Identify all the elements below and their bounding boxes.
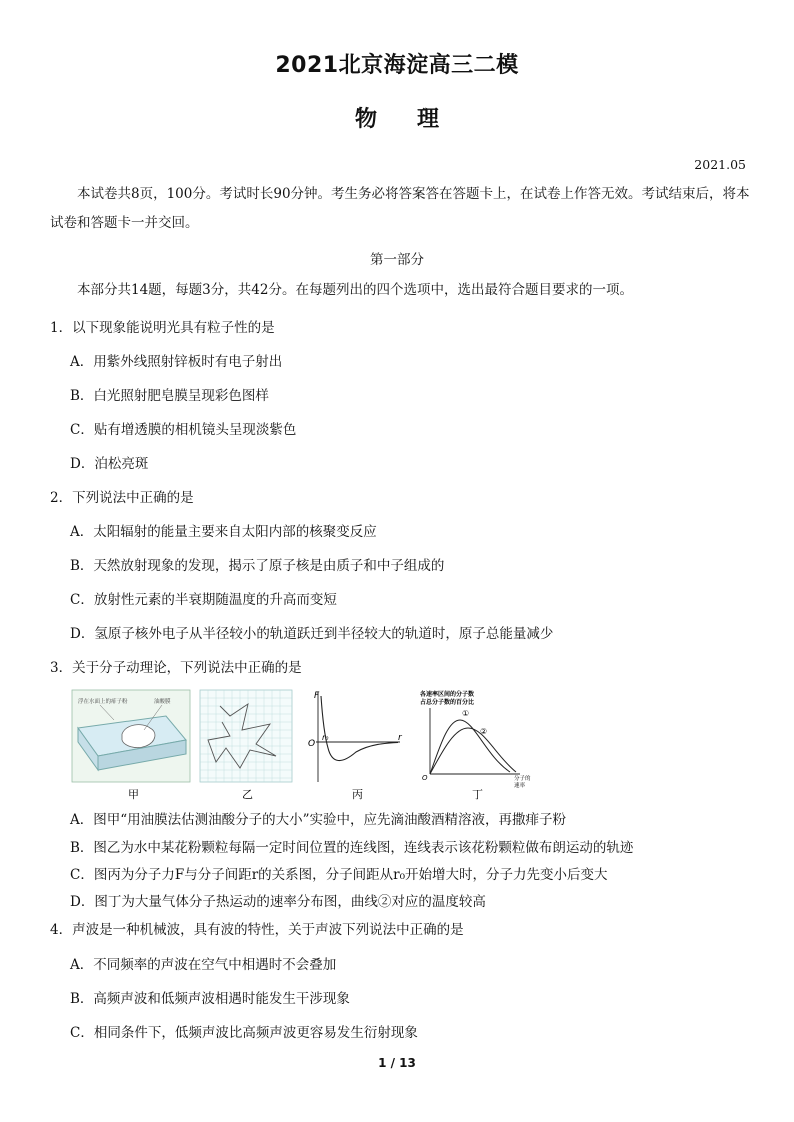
question-3-stem: 3．关于分子动理论，下列说法中正确的是 <box>50 660 302 676</box>
question-4-option-b: B．高频声波和低频声波相遇时能发生干涉现象 <box>70 991 350 1007</box>
caption-ding: 丁 <box>472 788 483 801</box>
question-1-option-b: B．白光照射肥皂膜呈现彩色图样 <box>70 388 269 404</box>
label-origin-ding: O <box>422 774 428 782</box>
caption-jia: 甲 <box>128 788 139 801</box>
figure-jia <box>72 690 190 782</box>
question-1-stem: 1．以下现象能说明光具有粒子性的是 <box>50 320 275 336</box>
label-curve-2: ② <box>480 727 488 736</box>
force-curve <box>321 696 398 761</box>
subject-char-2: 理 <box>417 107 440 132</box>
question-3-option-c: C．图丙为分子力F与分子间距r的关系图，分子间距从r₀开始增大时，分子力先变小后变大 <box>70 867 608 883</box>
figure-yi <box>200 690 292 782</box>
caption-bing: 丙 <box>352 788 363 801</box>
page-number: 1 / 13 <box>378 1056 416 1070</box>
question-2-option-b: B．天然放射现象的发现，揭示了原子核是由质子和中子组成的 <box>70 558 445 574</box>
intro-paragraph: 本试卷共8页，100分。考试时长90分钟。考生务必将答案答在答题卡上，在试卷上作答无效。考试结束后，将本试卷和答题卡一并交回。 <box>50 186 750 231</box>
figure-ding <box>420 690 531 789</box>
label-origin-bing: O <box>308 739 316 749</box>
question-2-option-c: C．放射性元素的半衰期随温度的升高而变短 <box>70 592 337 608</box>
subject-title <box>0 102 794 133</box>
label-r0: r₀ <box>322 733 329 742</box>
label-r: r <box>398 733 402 743</box>
question-3-figures <box>70 686 540 804</box>
question-3-option-b: B．图乙为水中某花粉颗粒每隔一定时间位置的连线图，连线表示该花粉颗粒做布朗运动的轨迹 <box>70 840 634 856</box>
question-2-option-a: A．太阳辐射的能量主要来自太阳内部的核聚变反应 <box>70 524 377 540</box>
question-2-option-d: D．氢原子核外电子从半径较小的轨道跃迁到半径较大的轨道时，原子总能量减少 <box>70 626 554 642</box>
caption-yi: 乙 <box>242 788 253 801</box>
question-1-option-a: A．用紫外线照射锌板时有电子射出 <box>70 354 283 370</box>
question-1-option-c: C．贴有增透膜的相机镜头呈现淡紫色 <box>70 422 297 438</box>
label-dist-2: 占总分子数的百分比 <box>420 699 475 706</box>
question-4-option-c: C．相同条件下，低频声波比高频声波更容易发生衍射现象 <box>70 1025 418 1041</box>
question-3-option-a: A．图甲“用油膜法估测油酸分子的大小”实验中，应先滴油酸酒精溶液，再撒痱子粉 <box>70 812 567 828</box>
section-instructions: 本部分共14题，每题3分，共42分。在每题列出的四个选项中，选出最符合题目要求的一项。 <box>77 282 633 298</box>
label-powder: 浮在水面上的痱子粉 <box>78 699 128 705</box>
subject-char-1: 物 <box>354 107 377 132</box>
question-1-option-d: D．泊松亮斑 <box>70 456 149 472</box>
label-dist-1: 各速率区间的分子数 <box>420 691 475 698</box>
question-3-option-d: D．图丁为大量气体分子热运动的速率分布图，曲线②对应的温度较高 <box>70 894 486 910</box>
label-curve-1: ① <box>462 709 470 718</box>
question-4-option-a: A．不同频率的声波在空气中相遇时不会叠加 <box>70 957 337 973</box>
section-title: 第一部分 <box>370 252 424 268</box>
label-speed-1: 分子的 <box>514 776 531 782</box>
exam-date: 2021.05 <box>694 157 746 172</box>
question-4-stem: 4．声波是一种机械波，具有波的特性，关于声波下列说法中正确的是 <box>50 922 464 938</box>
question-2-stem: 2．下列说法中正确的是 <box>50 490 194 506</box>
exam-title: 2021北京海淀高三二模 <box>275 53 519 78</box>
label-f: F <box>314 691 320 701</box>
figure-bing <box>308 691 403 782</box>
figure-yi-background <box>200 690 292 782</box>
oil-film-patch <box>122 725 155 748</box>
label-oil-film: 油酸膜 <box>154 699 171 705</box>
label-speed-2: 速率 <box>514 783 526 789</box>
